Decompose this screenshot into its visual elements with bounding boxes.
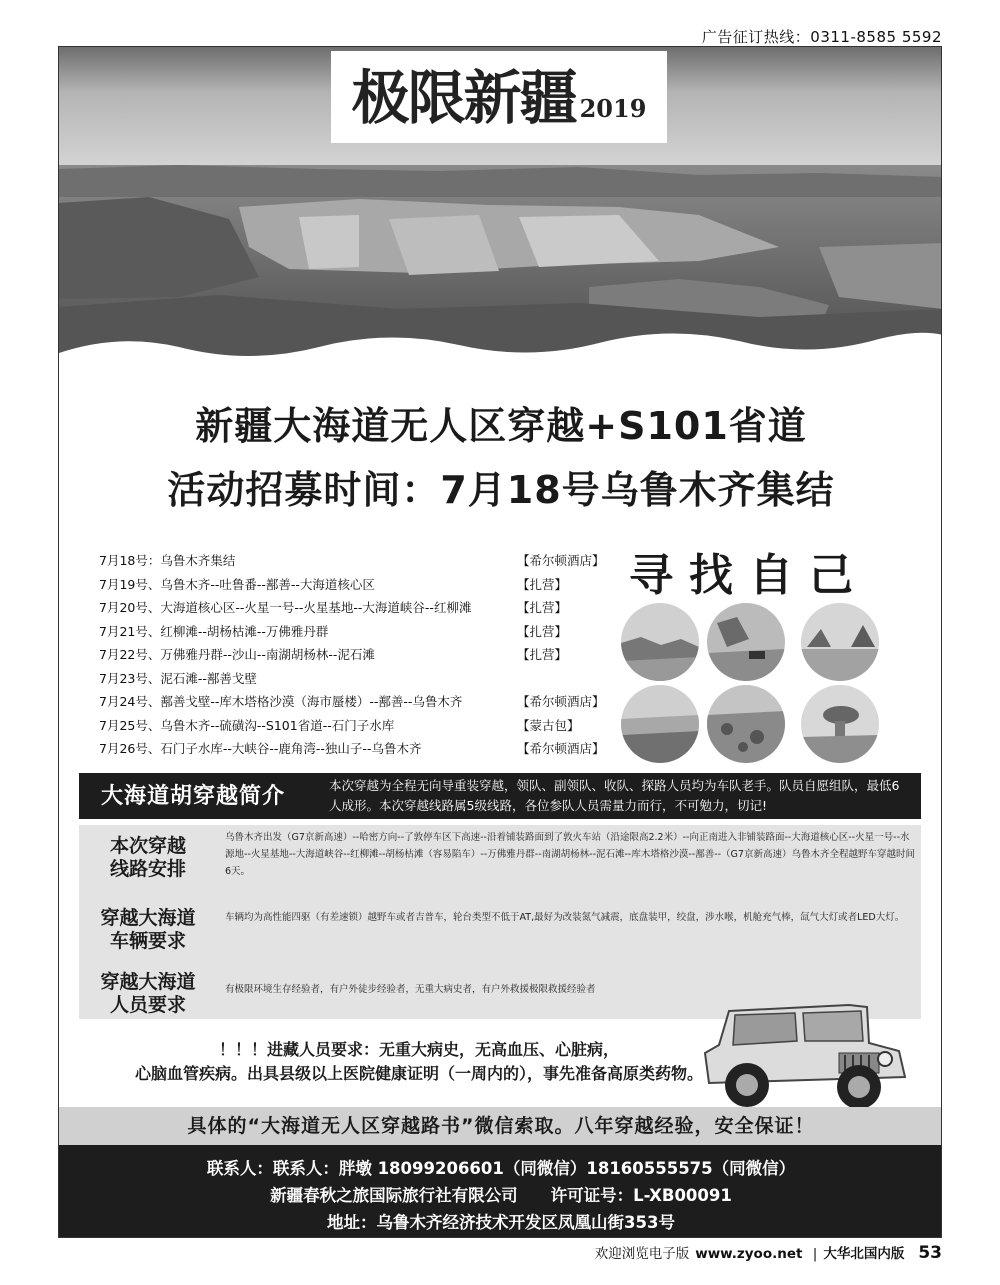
- headline-recruit-time: 活动招募时间：7月18号乌鲁木齐集结: [167, 468, 835, 512]
- footer-welcome: 欢迎浏览电子版: [594, 1246, 690, 1262]
- itinerary-item: [99, 549, 609, 573]
- gallery-photo-yardang: [801, 603, 879, 681]
- slogan-find-yourself: 寻找自己: [629, 550, 869, 601]
- itinerary-item: [99, 620, 609, 644]
- itinerary-stay: 【扎营】: [517, 600, 568, 615]
- contact-block: [59, 1145, 942, 1238]
- advertisement-page: [58, 46, 942, 1238]
- jeep-vehicle-image: [699, 993, 913, 1111]
- health-warning-line1: ！！！进藏人员要求：无重大病史，无高血压、心脏病，: [218, 1040, 619, 1059]
- contact-company-license: 新疆春秋之旅国际旅行社有限公司 许可证号：L-XB00091: [270, 1186, 732, 1205]
- itinerary-route: 7月20号、大海道核心区--火星一号--火星基地--大海道峡谷--红柳滩: [99, 600, 472, 615]
- contact-address: 地址：乌鲁木齐经济技术开发区凤凰山街353号: [327, 1213, 675, 1232]
- ad-hotline: 广告征订热线：0311-8585 5592: [701, 28, 942, 46]
- itinerary-route: 7月18号：乌鲁木齐集结: [99, 553, 236, 568]
- requirements-block: [79, 825, 921, 1019]
- itinerary-item: [99, 714, 609, 738]
- footer-edition: 大华北国内版: [823, 1246, 905, 1262]
- itinerary-stay: 【扎营】: [517, 623, 568, 639]
- itinerary-stay: 【希尔顿酒店】: [517, 694, 605, 709]
- itinerary-stay: 【希尔顿酒店】: [517, 741, 605, 756]
- itinerary-route: 7月19号、乌鲁木齐--吐鲁番--鄯善--大海道核心区: [99, 576, 375, 592]
- itinerary-route: 7月25号、乌鲁木齐--硫磺沟--S101省道--石门子水库: [99, 717, 395, 733]
- contact-phone: 联系人：联系人：胖墩 18099206601（同微信）18160555575（同微信）: [206, 1159, 796, 1178]
- motto-bar: 具体的“大海道无人区穿越路书”微信索取。八年穿越经验，安全保证！: [59, 1107, 942, 1145]
- page-footer: [595, 1242, 942, 1263]
- page-number: 53: [918, 1243, 942, 1263]
- logo-title: 极限新疆: [351, 64, 576, 132]
- gallery-photo-desert: [707, 685, 785, 763]
- gallery-photo-offroad: [707, 603, 785, 681]
- section-label-route: 本次穿越 线路安排: [109, 835, 186, 880]
- headline-route: 新疆大海道无人区穿越+S101省道: [195, 404, 807, 448]
- intro-bar: [79, 773, 921, 819]
- section-label-vehicle: 穿越大海道 车辆要求: [100, 907, 196, 952]
- itinerary-route: 7月23号、泥石滩--鄯善戈壁: [99, 670, 257, 686]
- itinerary-item: [99, 690, 609, 714]
- logo-year: 2019: [579, 94, 647, 123]
- section-text-personnel: 有极限环境生存经验者，有户外徒步经验者，无重大病史者，有户外救援极限救援经验者: [225, 984, 596, 995]
- intro-text: 本次穿越为全程无向导重装穿越，领队、副领队、收队、探路人员均为车队老手。队员自愿组队，最低6人成形。本次穿越线路属5级线路，各位参队人员需量力而行，不可勉力，切记!: [329, 778, 900, 813]
- section-text-route: 乌鲁木齐出发（G7京新高速）--哈密方向--了敦停车区下高速--沿着铺装路面到了敦火车站（沿途限高2.2米）--向正南进入非铺装路面--大海道核心区--火星一号--水源地--火星基地--大海道峡谷--红柳滩--胡杨枯滩（容易陷车）--万佛雅丹群--南湖胡杨林--泥石滩--库木塔格沙漠--鄯善--（G7京新高速）乌鲁木齐全程越野车穿越时间6天。: [225, 832, 915, 877]
- itinerary-list: [99, 549, 609, 761]
- section-label-personnel: 穿越大海道 人员要求: [100, 971, 196, 1016]
- section-text-vehicle: 车辆均为高性能四驱（有差速锁）越野车或者吉普车，轮台类型不低于AT,最好为改装氮气减震，底盘装甲，绞盘，涉水喉，机舱充气棒，氙气大灯或者LED大灯。: [225, 912, 905, 923]
- itinerary-stay: 【希尔顿酒店】: [517, 553, 605, 568]
- logo: [331, 51, 667, 143]
- itinerary-stay: 【扎营】: [517, 576, 568, 592]
- itinerary-item: [99, 573, 609, 597]
- itinerary-item: [99, 643, 609, 667]
- gallery-photo-cliff: [621, 603, 699, 681]
- itinerary-route: 7月24号、鄯善戈壁--库木塔格沙漠（海市蜃楼）--鄯善--乌鲁木齐: [99, 694, 463, 709]
- itinerary-route: 7月22号、万佛雅丹群--沙山--南湖胡杨林--泥石滩: [99, 647, 375, 662]
- gallery-photo-lake: [621, 685, 699, 763]
- itinerary-stay: 【扎营】: [517, 647, 568, 662]
- hero-landscape-photo: [59, 47, 942, 377]
- intro-title: 大海道胡穿越简介: [101, 784, 286, 809]
- itinerary-item: [99, 596, 609, 620]
- footer-website-link[interactable]: www.zyoo.net: [695, 1246, 803, 1262]
- itinerary-route: 7月21号、红柳滩--胡杨枯滩--万佛雅丹群: [99, 623, 329, 639]
- itinerary-item: [99, 667, 609, 691]
- itinerary-item: [99, 737, 609, 761]
- gallery-photo-rock: [801, 685, 879, 763]
- footer-separator: |: [812, 1246, 818, 1262]
- itinerary-route: 7月26号、石门子水库--大峡谷--鹿角湾--独山子--乌鲁木齐: [99, 741, 422, 756]
- health-warning-line2: 心脑血管疾病。出具县级以上医院健康证明（一周内的），事先准备高原类药物。: [134, 1064, 703, 1083]
- itinerary-stay: 【蒙古包】: [517, 717, 580, 733]
